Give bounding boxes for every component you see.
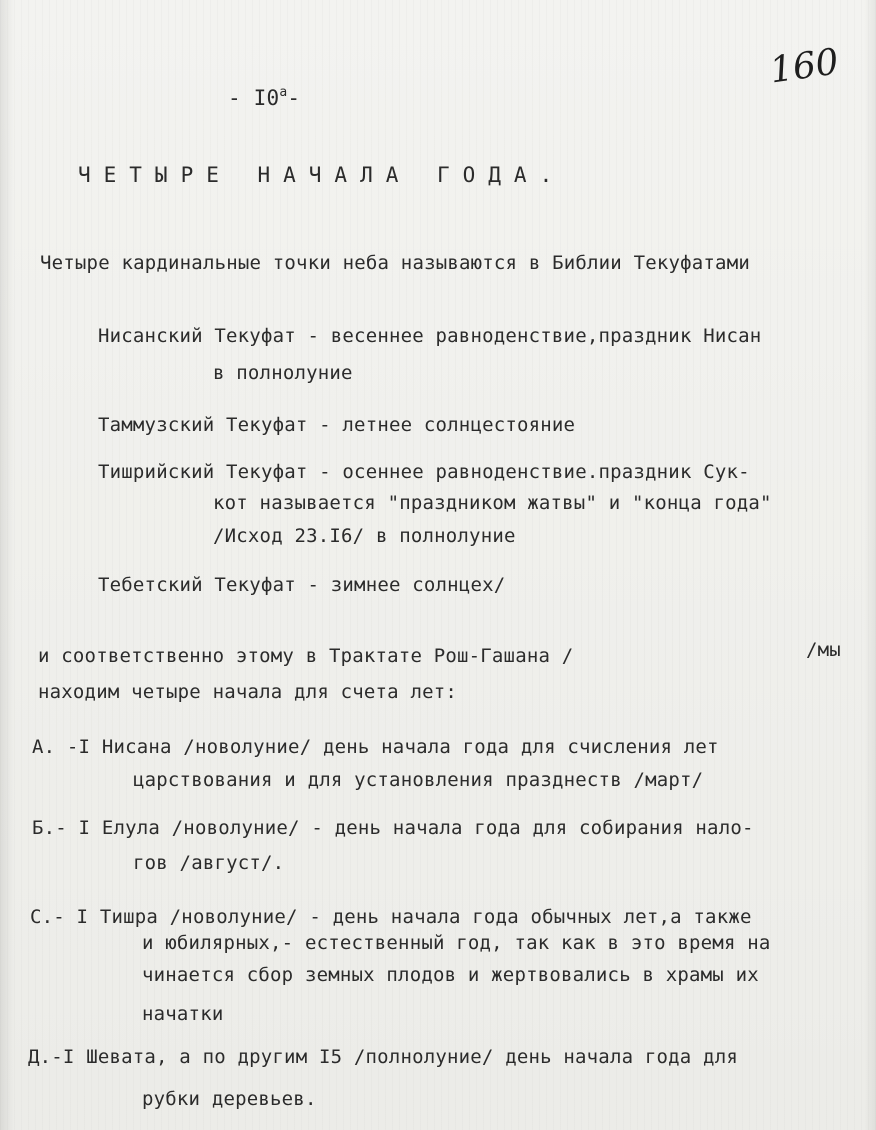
beginning-d-line1: Д.-I Шевата, а по другим I5 /полнолуние/ день начала года для bbox=[28, 1046, 738, 1068]
beginning-d-line2: рубки деревьев. bbox=[142, 1088, 317, 1110]
tekufa-nisan-line1: Нисанский Текуфат - весеннее равноденствие,праздник Нисан bbox=[98, 325, 762, 347]
beginning-c-line3: чинается сбор земных плодов и жертвовались в храмы их bbox=[142, 964, 759, 986]
beginning-b-line2: гов /август/. bbox=[133, 852, 285, 874]
tekufa-nisan-line2: в полнолуние bbox=[213, 362, 353, 384]
beginning-a-line1: А. -I Нисана /новолуние/ день начала года для счисления лет bbox=[32, 736, 719, 758]
transition-line1-right: /мы bbox=[806, 639, 841, 661]
tekufa-tammuz-line1: Таммузский Текуфат - летнее солнцестояние bbox=[98, 414, 576, 436]
tekufa-tishri-line1: Тишрийский Текуфат - осеннее равноденствие.праздник Сук- bbox=[98, 461, 750, 483]
transition-line2: находим четыре начала для счета лет: bbox=[38, 681, 458, 703]
handwritten-folio-number: 160 bbox=[767, 41, 842, 92]
beginning-a-line2: царствования и для установления празднеств /март/ bbox=[133, 769, 704, 791]
beginning-b-line1: Б.- I Елула /новолуние/ - день начала года для собирания нало- bbox=[32, 817, 754, 839]
transition-line1-left: и соответственно этому в Трактате Рош-Гашана / bbox=[38, 645, 574, 667]
tekufa-tishri-line3: /Исход 23.I6/ в полнолуние bbox=[213, 525, 516, 547]
scan-edge-right bbox=[864, 0, 876, 1130]
document-title: ЧЕТЫРЕ НАЧАЛА ГОДА. bbox=[78, 163, 566, 187]
beginning-c-line2: и юбилярных,- естественный год, так как в это время на bbox=[142, 932, 771, 954]
intro-line: Четыре кардинальные точки неба называются в Библии Текуфатами bbox=[40, 252, 750, 274]
page-number: - I0$^a$- bbox=[228, 85, 301, 110]
beginning-c-line4: начатки bbox=[142, 1003, 224, 1025]
scan-edge-left bbox=[0, 0, 14, 1130]
beginning-c-line1: С.- I Тишра /новолуние/ - день начала года обычных лет,а также bbox=[30, 906, 752, 928]
tekufa-tevet-line1: Тебетский Текуфат - зимнее солнцех/ bbox=[98, 574, 506, 596]
tekufa-tishri-line2: кот называется "праздником жатвы" и "конца года" bbox=[213, 492, 772, 514]
